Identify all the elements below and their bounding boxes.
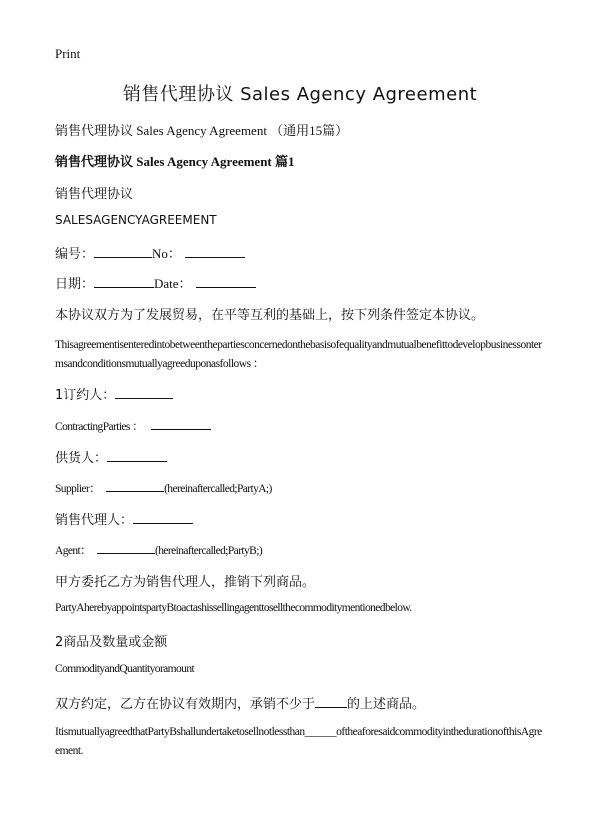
supplier-cn-blank[interactable] [107, 449, 167, 462]
agreement-title-en: SALESAGENCYAGREEMENT [55, 213, 217, 227]
agent-cn-blank[interactable] [133, 511, 193, 524]
clause2-heading-en: CommodityandQuantityoramount [55, 663, 195, 675]
agent-label-en: Agent： [55, 545, 92, 557]
date-cn-blank[interactable] [94, 275, 154, 288]
supplier-en-blank[interactable] [106, 479, 164, 492]
date-row [55, 273, 256, 292]
clause2-heading-cn: 2商品及数量或金额 [55, 635, 168, 650]
number-row [55, 243, 245, 262]
appoint-cn: 甲方委托乙方为销售代理人，推销下列商品。 [55, 575, 316, 590]
appoint-en: PartyAherebyappointspartyBtoactashissellingagenttosellthecommoditymentionedbelow. [55, 602, 412, 614]
contracting-parties-label: ContractingParties ： [55, 421, 143, 433]
intro-cn: 本协议双方为了发展贸易，在平等互利的基础上，按下列条件签定本协议。 [55, 308, 485, 323]
number-label-cn: 编号： [55, 247, 95, 262]
date-label-en: Date： [154, 276, 192, 291]
number-blank[interactable] [94, 245, 152, 258]
clause1-blank[interactable] [115, 386, 173, 399]
supplier-label-cn: 供货人： [55, 451, 108, 466]
contracting-parties-row [55, 417, 211, 434]
supplier-label-en: Supplier： [55, 483, 101, 495]
clause1-label: 1订约人： [55, 388, 116, 403]
clause1-row [55, 384, 173, 403]
quantity-en: ItismutuallyagreedthatPartyBshallundertaketosellnotlessthan______oftheaforesaidcommodityinthedurationofthisAgreement. [55, 726, 542, 757]
no-blank[interactable] [185, 245, 245, 258]
quantity-cn-text-end: 的上述商品。 [347, 697, 426, 712]
agent-cn-row [55, 509, 193, 528]
quantity-cn-text: 双方约定，乙方在协议有效期内，承销不少于 [55, 697, 316, 712]
agreement-title-cn: 销售代理协议 [55, 187, 134, 202]
date-label-cn: 日期： [55, 277, 95, 292]
agent-en-blank[interactable] [97, 541, 155, 554]
print-label[interactable]: Print [55, 46, 81, 61]
contracting-parties-blank[interactable] [151, 417, 211, 430]
agent-en-row [55, 541, 262, 558]
supplier-cn-row [55, 447, 167, 466]
supplier-note: (hereinaftercalled;PartyA;) [164, 483, 272, 495]
quantity-cn-blank[interactable] [315, 695, 347, 708]
section-heading: 销售代理协议 Sales Agency Agreement 篇1 [55, 154, 295, 169]
date-en-blank[interactable] [196, 275, 256, 288]
quantity-cn-row [55, 693, 425, 712]
document-title: 销售代理协议 Sales Agency Agreement [122, 84, 478, 105]
intro-en: Thisagreementisenteredintobetweenthepartiesconcernedonthebasisofequalityandmutualbenefittodevelopbusinessontermsandconditionsmutuallyagreeduponasfollows ： [55, 339, 542, 370]
number-label-en: No： [152, 246, 181, 261]
supplier-en-row [55, 479, 272, 496]
agent-note: (hereinaftercalled;PartyB;) [155, 545, 263, 557]
document-subtitle: 销售代理协议 Sales Agency Agreement （通用15篇） [55, 123, 349, 138]
agent-label-cn: 销售代理人： [55, 513, 134, 528]
